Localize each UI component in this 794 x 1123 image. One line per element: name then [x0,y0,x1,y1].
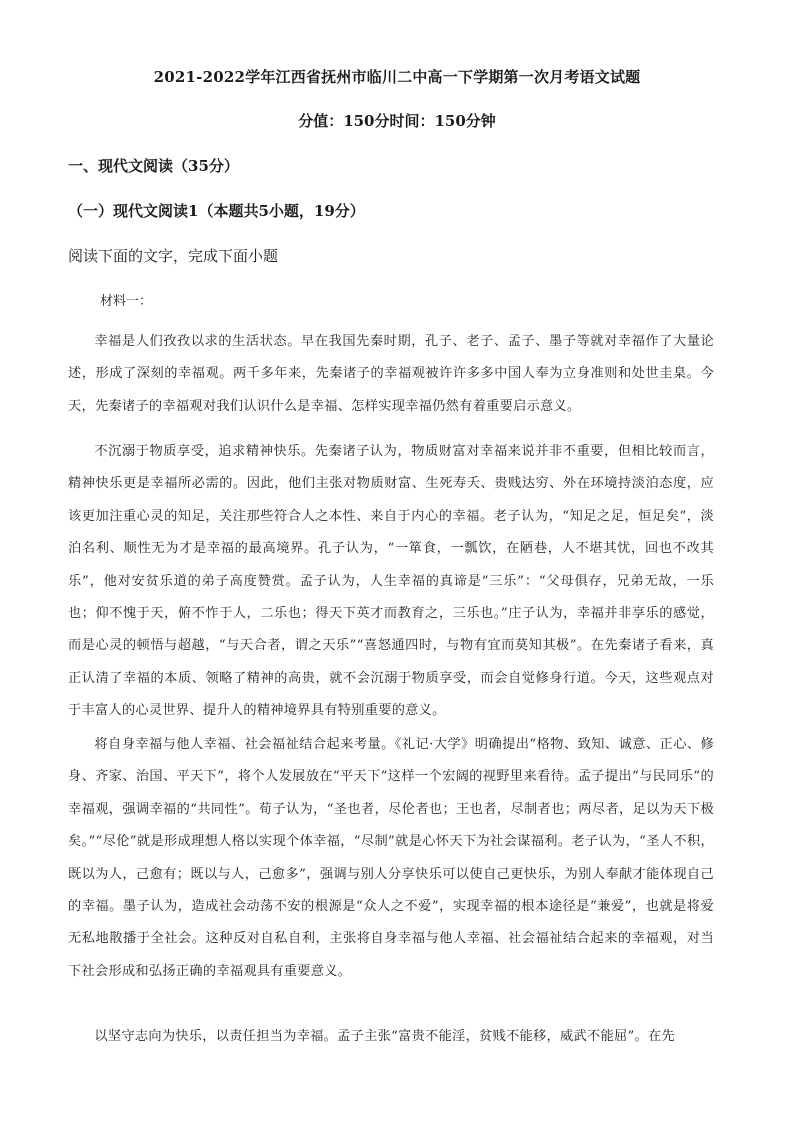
subsection-heading: （一）现代文阅读1（本题共5小题，19分） [68,202,365,220]
reading-instruction: 阅读下面的文字，完成下面小题 [68,247,279,265]
material-label: 材料一： [100,294,153,309]
section-heading: 一、现代文阅读（35分） [68,157,239,175]
paragraph: 不沉溺于物质享受，追求精神快乐。先秦诸子认为，物质财富对幸福来说并非不重要，但相比较而言，精神快乐更是幸福所必需的。因此，他们主张对物质财富、生死寿夭、贵贱达穷、外在环境持淡泊态度，应该更加注重心灵的知足，关注那些符合人之本性、来自于内心的幸福。老子认为，“知足之足，恒足矣”，淡泊名利、顺性无为才是幸福的最高境界。孔子认为，“一箪食，一瓢饮，在陋巷，人不堪其忧，回也不改其乐”，他对安贫乐道的弟子高度赞赏。孟子认为，人生幸福的真谛是“三乐”：“父母俱存，兄弟无故，一乐也；仰不愧于天，俯不怍于人，二乐也；得天下英才而教育之，三乐也。”庄子认为，幸福并非享乐的感觉，而是心灵的顿悟与超越，“与天合者，谓之天乐”“喜怒通四时，与物有宜而莫知其极”。在先秦诸子看来，真正认清了幸福的本质、领略了精神的高贵，就不会沉溺于物质享受，而会自觉修身行道。今天，这些观点对于丰富人的心灵世界、提升人的精神境界具有特别重要的意义。 [68,444,714,719]
paragraph: 幸福是人们孜孜以求的生活状态。早在我国先秦时期，孔子、老子、孟子、墨子等就对幸福作了大量论述，形成了深刻的幸福观。两千多年来，先秦诸子的幸福观被许许多多中国人奉为立身准则和处世圭臬。今天，先秦诸子的幸福观对我们认识什么是幸福、怎样实现幸福仍然有着重要启示意义。 [68,334,714,414]
paragraph: 以坚守志向为快乐，以责任担当为幸福。孟子主张“富贵不能淫，贫贱不能移，威武不能屈”。在先 [94,1029,675,1044]
score-time-info: 分值：150分时间：150分钟 [298,112,496,130]
paragraph: 将自身幸福与他人幸福、社会福祉结合起来考量。《礼记·大学》明确提出“格物、致知、诚意、正心、修身、齐家、治国、平天下”，将个人发展放在“平天下”这样一个宏阔的视野里来看待。孟子提出“与民同乐”的幸福观，强调幸福的“共同性”。荀子认为，“圣也者，尽伦者也；王也者，尽制者也；两尽者，足以为天下极矣。”“尽伦”就是形成理想人格以实现个体幸福，“尽制”就是心怀天下为社会谋福利。老子认为，“圣人不积，既以为人，己愈有；既以与人，己愈多”，强调与别人分享快乐可以使自己更快乐，为别人奉献才能体现自己的幸福。墨子认为，造成社会动荡不安的根源是“众人之不爱”，实现幸福的根本途径是“兼爱”，也就是将爱无私地散播于全社会。这种反对自私自利，主张将自身幸福与他人幸福、社会福祉结合起来的幸福观，对当下社会形成和弘扬正确的幸福观具有重要意义。 [68,737,714,979]
document-title: 2021-2022学年江西省抚州市临川二中高一下学期第一次月考语文试题 [153,68,641,86]
